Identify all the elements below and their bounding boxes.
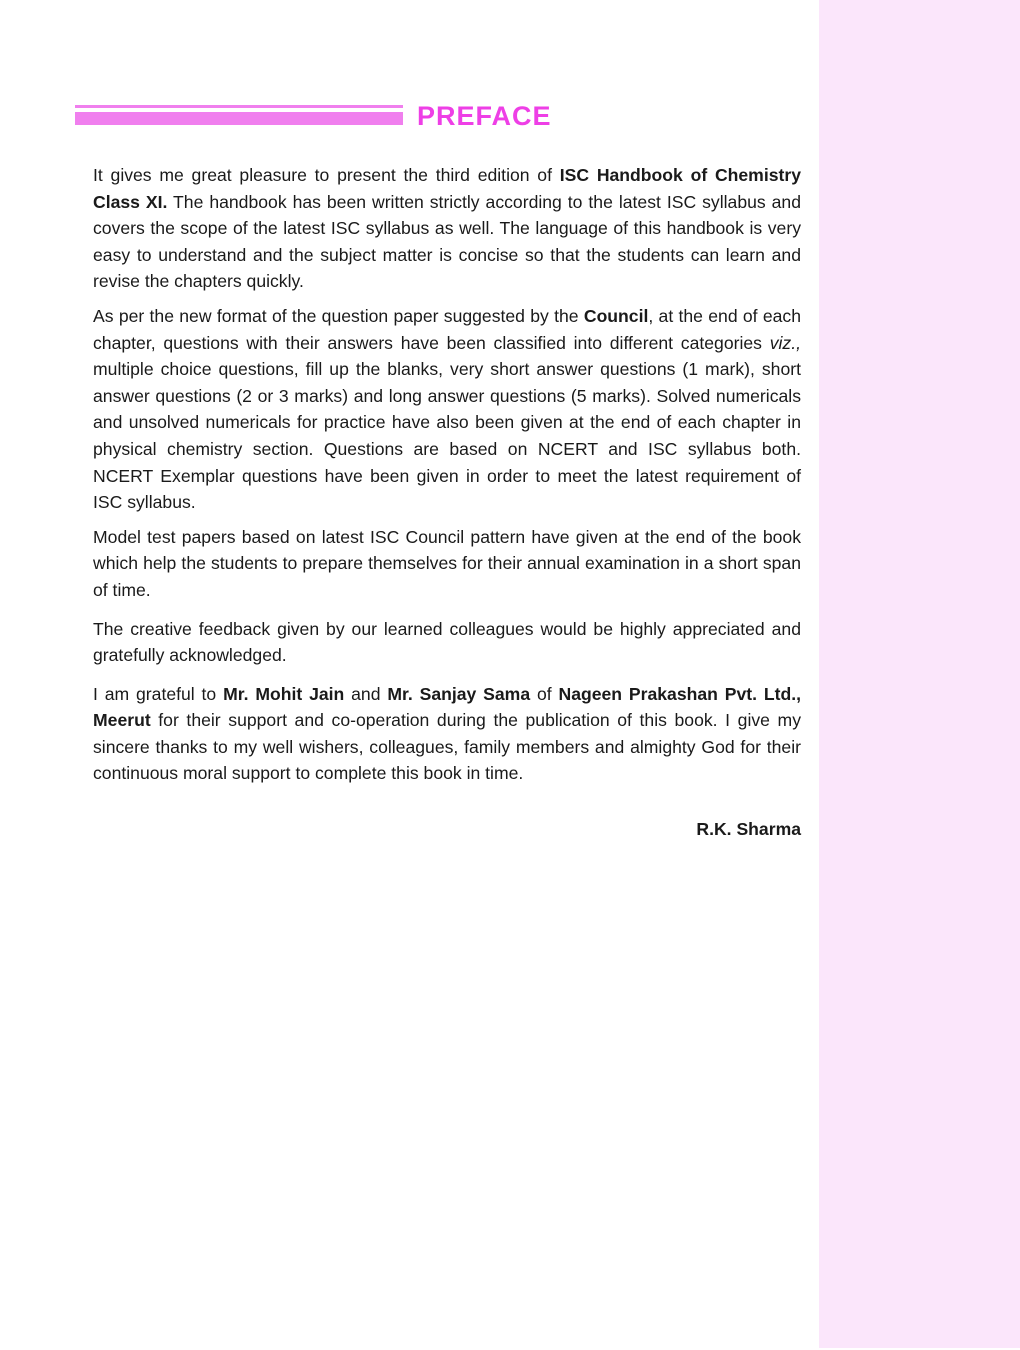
p2-council: Council — [583, 305, 649, 326]
p2-viz: viz., — [769, 332, 801, 353]
paragraph-1 — [93, 162, 801, 295]
heading-row — [75, 100, 575, 132]
paragraph-3: Model test papers based on latest ISC Council pattern have given at the end of the book which help the students to prepare themselves for their annual examination in a short span of time. — [93, 526, 801, 600]
paragraph-5 — [93, 681, 801, 787]
p5-name-1: Mr. Mohit Jain — [223, 683, 345, 704]
p5-text-4: for their support and co-operation during the publication of this book. I give my sincere thanks to my well wishers, colleagues, family members and almighty God for their continuous moral support to complete this book in time. — [93, 710, 801, 784]
side-band — [819, 0, 1020, 1348]
p5-name-2: Mr. Sanjay Sama — [387, 683, 531, 704]
heading-rule-thick — [75, 112, 403, 125]
p1-book-title: ISC Handbook of Chemistry Class XI. — [93, 165, 801, 212]
preface-body — [93, 162, 801, 795]
p5-text-1: I am grateful to — [93, 683, 224, 704]
p5-text-3: of — [530, 683, 559, 704]
p5-publisher: Nageen Prakashan Pvt. Ltd., Meerut — [93, 683, 801, 731]
page-title: PREFACE — [417, 101, 552, 131]
heading-rule-thin — [75, 105, 403, 108]
paragraph-2 — [93, 303, 801, 516]
p2-text-2: , at the end of each chapter, questions with their answers have been classified into different categories — [93, 305, 801, 353]
p1-text-2: The handbook has been written strictly according to the latest ISC syllabus and covers the scope of the latest ISC syllabus as well. The language of this handbook is very easy to understand and the subject matter is concise so that the students can learn and revise the chapters quickly. — [93, 191, 801, 292]
p2-text-3: multiple choice questions, fill up the blanks, very short answer questions (1 mark), short answer questions (2 or 3 marks) and long answer questions (5 marks). Solved numericals and unsolved numericals for practice have also been given at the end of each chapter in physical chemistry section. Questions are based on NCERT and ISC syllabus both. NCERT Exemplar questions have been given in order to meet the latest requirement of ISC syllabus. — [93, 359, 801, 513]
p2-text-1: As per the new format of the question paper suggested by the — [93, 305, 584, 326]
author-signature: R.K. Sharma — [696, 819, 801, 839]
paragraph-4: The creative feedback given by our learned colleagues would be highly appreciated and gratefully acknowledged. — [93, 618, 801, 666]
p1-text-1: It gives me great pleasure to present the third edition of — [93, 165, 560, 185]
p5-text-2: and — [344, 683, 388, 704]
